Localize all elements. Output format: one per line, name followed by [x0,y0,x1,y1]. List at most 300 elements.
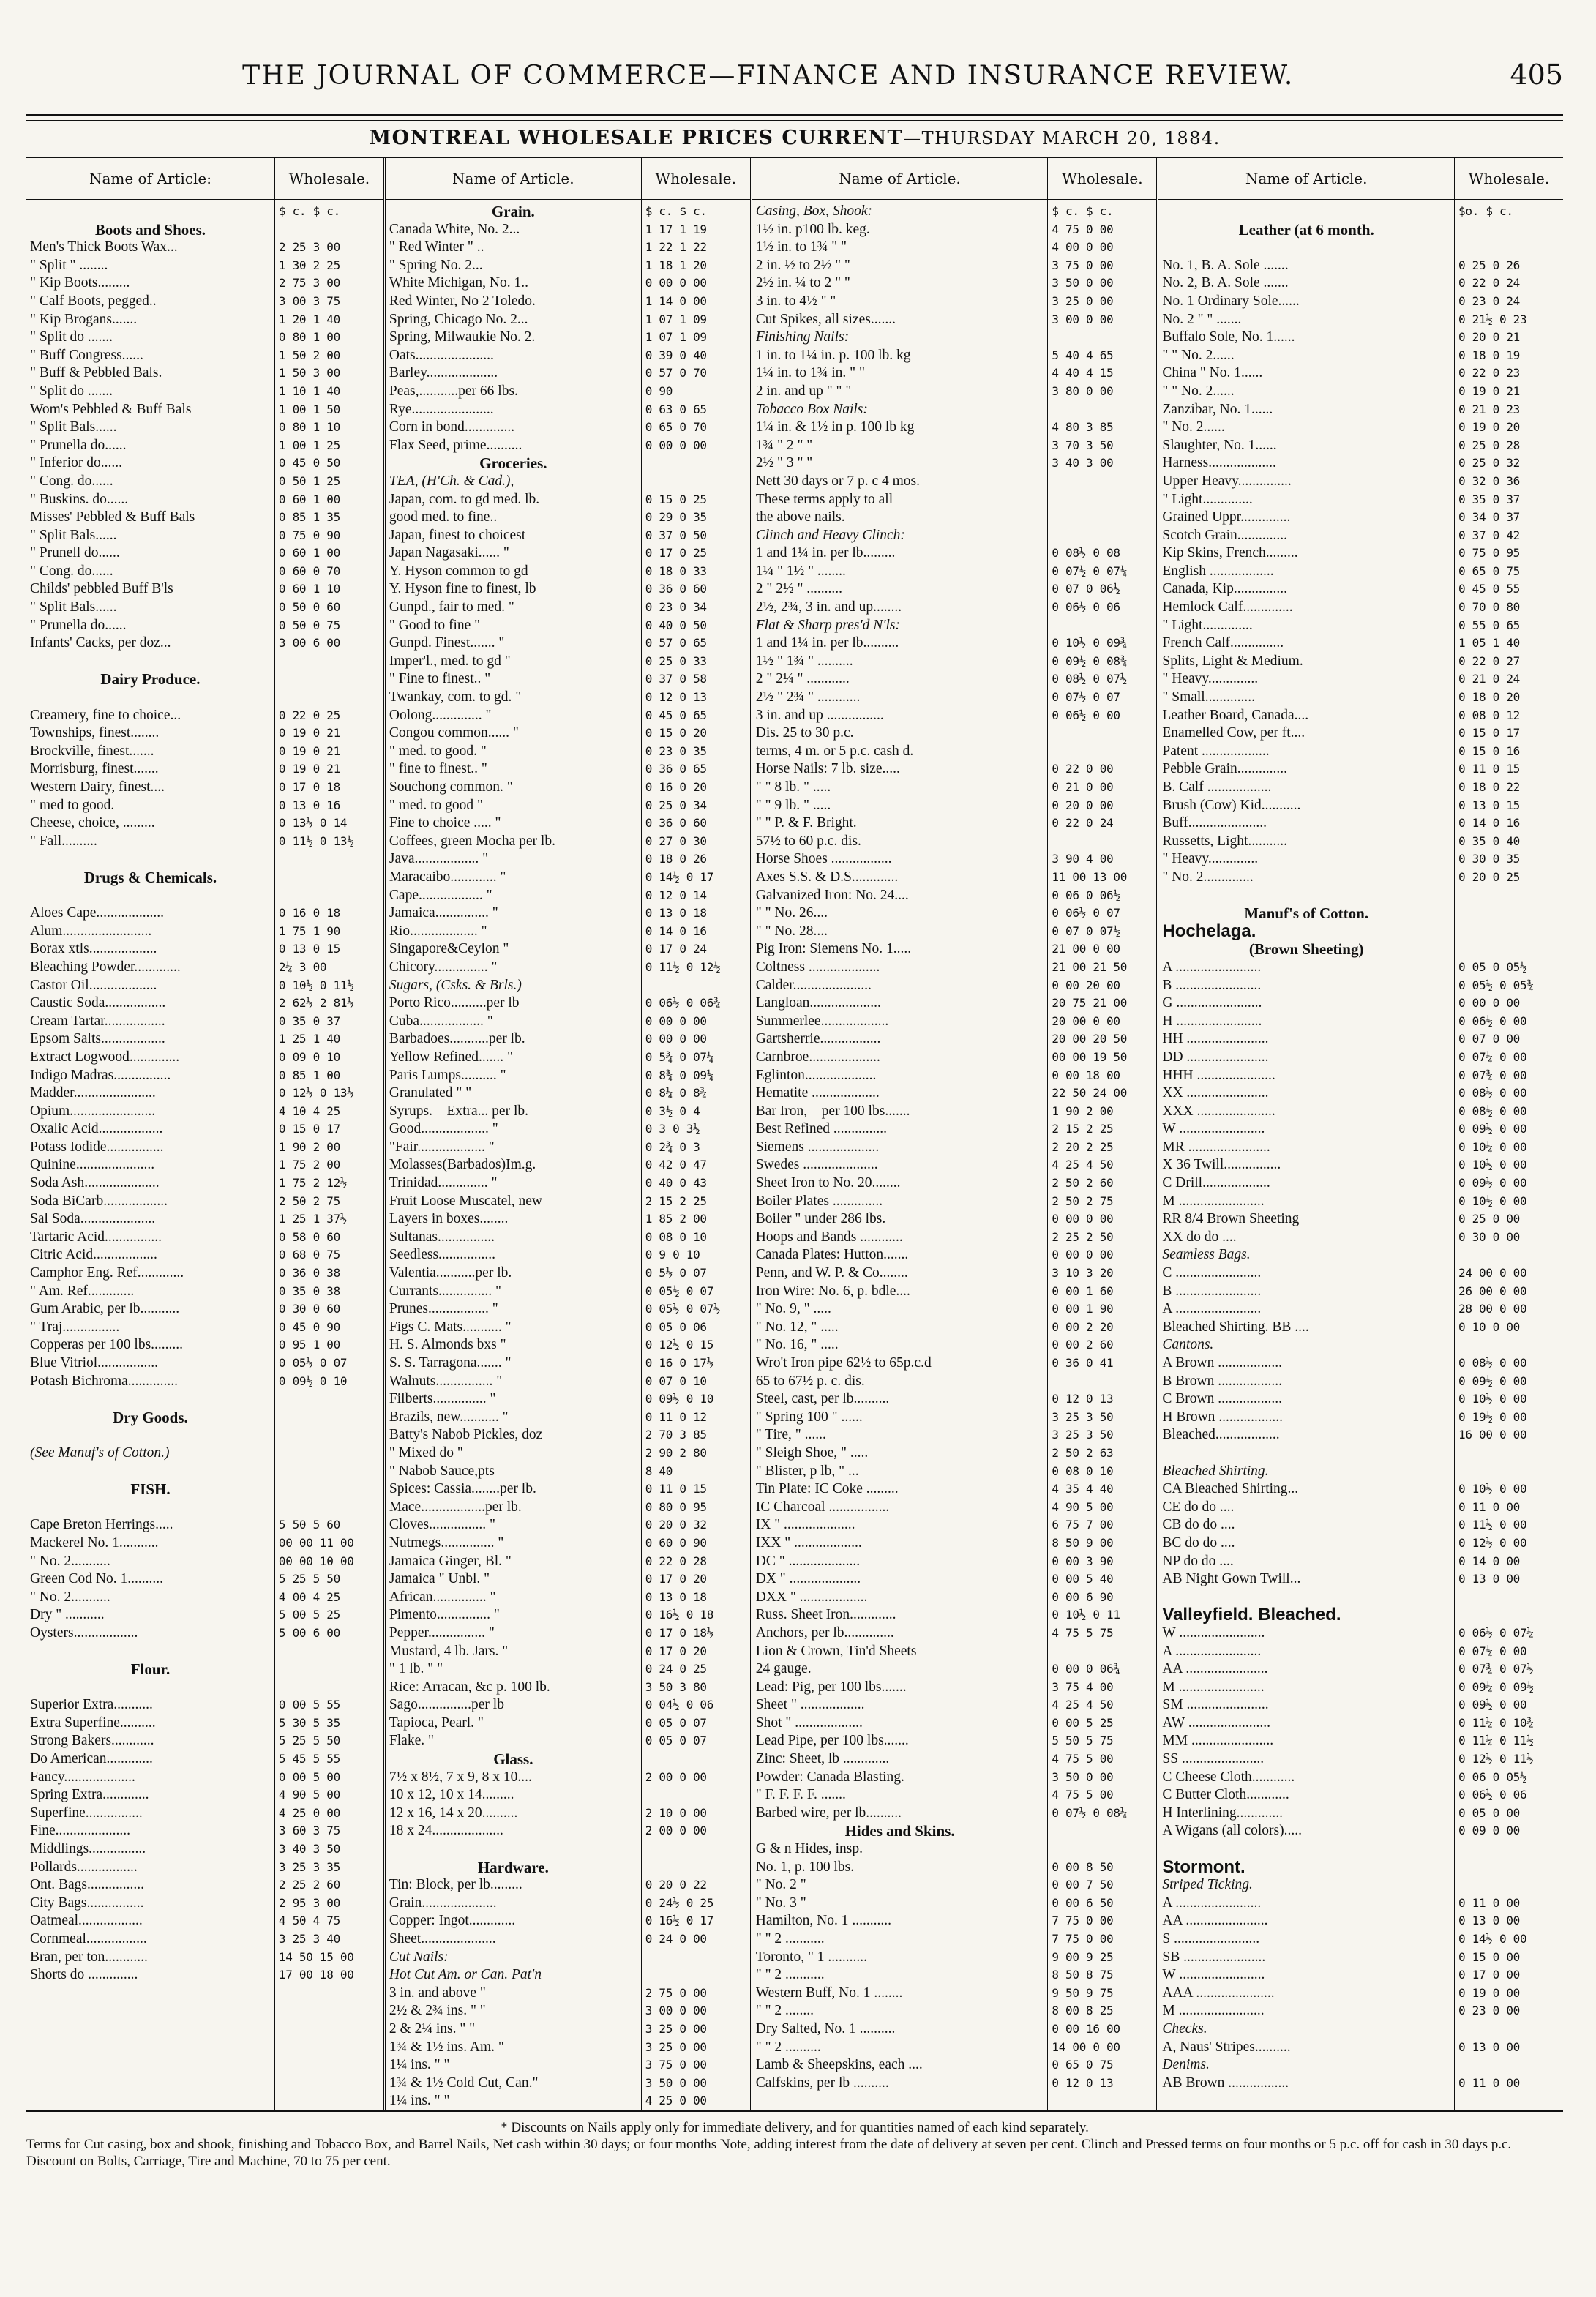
article-name: CB do do .... [1162,1517,1235,1533]
wholesale-price: 0 00 6 50 [1052,1895,1114,1910]
wholesale-price: 0 16 0 20 [645,780,707,794]
wholesale-price: 3 40 3 50 [278,1842,340,1856]
article-name: Porto Rico..........per lb [389,995,520,1011]
wholesale-price [279,1409,380,1427]
wholesale-price: 22 50 24 00 [1052,1086,1128,1101]
wholesale-price: 0 17 0 00 [1458,1968,1521,1982]
article-name: Epsom Salts.................. [30,1031,165,1047]
wholesale-price: 0 05 0 07 [645,1734,707,1748]
article-name: Best Refined ............... [755,1121,888,1137]
wholesale-price: 5 50 5 60 [278,1518,340,1532]
article-name: W ........................ [1162,1625,1265,1641]
wholesale-price [645,1949,746,1967]
article-name: Y. Hyson common to gd [389,563,528,579]
article-name: SB ....................... [1162,1949,1266,1965]
wholesale-price: 1 00 1 25 [278,438,340,452]
article-name: Mackerel No. 1........... [30,1535,159,1551]
article-name: 24 gauge. [755,1661,812,1677]
article-name: Seamless Bags. [1162,1247,1251,1263]
wholesale-price: $ c. $ c. [278,204,340,218]
wholesale-price: 0 45 0 55 [1458,582,1521,596]
wholesale-price: 0 55 0 65 [1458,618,1521,632]
article-name: 2 " 2¼ " ............ [755,671,850,687]
wholesale-price: 14 00 0 00 [1052,2039,1120,2054]
article-name: Cheese, choice, ......... [30,815,155,831]
wholesale-price: 0 8¼ 0 8¾ [645,1086,707,1101]
article-name: Caustic Soda................. [30,995,166,1011]
article-name: AAA ...................... [1162,1985,1275,2001]
wholesale-price: 0 17 0 18½ [645,1625,714,1640]
article-name: 1¾ & 1½ ins. Am. " [389,2039,504,2055]
wholesale-price: 0 35 0 37 [1458,492,1521,506]
article-name: Lion & Crown, Tin'd Sheets [755,1643,917,1659]
article-name: Flat & Sharp pres'd N'ls: [755,617,900,633]
wholesale-price: 24 00 0 00 [1458,1266,1527,1281]
article-name: Sheet Iron to No. 20........ [755,1175,901,1191]
wholesale-price: 3 25 3 50 [1052,1409,1114,1424]
wholesale-price: 2 20 2 25 [1052,1139,1114,1154]
article-name: 1½ in. p100 lb. keg. [755,221,870,237]
prices-heading [26,127,1563,149]
wholesale-price: 0 17 0 18 [278,780,340,794]
article-name: " " 2 ........... [755,1967,825,1983]
article-name: Borax xtls................... [30,941,157,957]
prices-heading-date: —THURSDAY MARCH 20, 1884. [903,128,1221,149]
wholesale-price: 0 42 0 47 [645,1158,707,1172]
wholesale-price: 0 25 0 33 [645,653,707,668]
article-name: Copperas per 100 lbs......... [30,1337,184,1353]
article-name: W ........................ [1162,1967,1265,1983]
article-name: Barley.................... [389,365,498,381]
wholesale-price: 0 12½ 0 13½ [278,1086,354,1101]
article-name: the above nails. [755,509,845,525]
article-name: Leather (at 6 month. [1238,220,1374,239]
article-name: Gum Arabic, per lb........... [30,1301,180,1317]
article-name: Brockville, finest....... [30,743,154,759]
article-name: Gunpd., fair to med. " [389,599,514,615]
article-name: " Light.............. [1162,617,1253,633]
wholesale-price: 0 45 0 65 [645,708,707,722]
article-name: " No. 2........... [30,1553,110,1569]
article-name: Bleached Shirting. [1162,1463,1269,1479]
wholesale-price: 0 80 1 10 [278,420,340,435]
wholesale-price: 1 07 1 09 [645,330,707,345]
wholesale-price: 0 18 0 20 [1458,690,1521,705]
wholesale-price: 4 00 4 25 [278,1589,340,1604]
article-name: Rice: Arracan, &c p. 100 lb. [389,1679,550,1695]
article-name: English .................. [1162,563,1274,579]
article-name: Grain. [491,203,535,220]
article-name: Pepper................ " [389,1625,495,1641]
wholesale-price: 3 40 3 00 [1052,456,1114,471]
article-name: Eglinton.................... [755,1067,877,1083]
article-name: C ........................ [1162,1265,1262,1281]
article-name: " med. to good " [389,797,483,813]
article-name: Indigo Madras................ [30,1067,171,1083]
wholesale-price: 0 10½ 0 00 [1458,1194,1527,1208]
article-name: Wro't Iron pipe 62½ to 65p.c.d [755,1355,932,1371]
article-name [389,1840,637,1859]
wholesale-price: 2 00 0 00 [645,1769,707,1784]
article-name: Japan, finest to choicest [389,527,526,543]
wholesale-price: 5 25 5 50 [278,1734,340,1748]
article-name: Langloan.................... [755,995,881,1011]
wholesale-price: 0 06½ 0 07 [1052,906,1120,921]
wholesale-price [1052,527,1153,545]
article-name: Pollards................. [30,1859,138,1875]
article-name: Sultanas................ [389,1229,495,1245]
article-name: " Heavy.............. [1162,671,1259,687]
wholesale-price: 0 10½ 0 11 [1052,1608,1120,1622]
article-name: 1¾ & 1½ Cold Cut, Can." [389,2075,539,2091]
article-name: 2½ in. ¼ to 2 " " [755,275,850,291]
article-name: Canada Plates: Hutton....... [755,1247,909,1263]
article-name: " Small.............. [1162,689,1255,705]
wholesale-price [279,1643,380,1661]
wholesale-price: 0 20 0 32 [645,1518,707,1532]
wholesale-price: 0 22 0 23 [1458,366,1521,381]
article-name: Mustard, 4 lb. Jars. " [389,1643,509,1659]
article-name: City Bags................ [30,1895,144,1911]
article-name: 57½ to 60 p.c. dis. [755,833,861,849]
wholesale-price: 5 00 6 00 [278,1625,340,1640]
article-name: " Fine to finest.. " [389,671,491,687]
article-name: A, Naus' Stripes.......... [1162,2039,1291,2055]
wholesale-price: 00 00 19 50 [1052,1049,1128,1064]
article-name: W ........................ [1162,1121,1265,1137]
wholesale-price: 0 05 0 00 [1458,1805,1521,1820]
wholesale-price [279,1426,380,1444]
wholesale-price: 0 08 0 12 [1458,708,1521,722]
article-name: Horse Nails: 7 lb. size..... [755,761,900,777]
wholesale-price [279,887,380,905]
article-name: Potass Iodide................ [30,1139,164,1155]
wholesale-price [1458,239,1559,257]
wholesale-price: 9 00 9 25 [1052,1949,1114,1964]
article-name: Leather Board, Canada.... [1162,707,1309,723]
article-name [30,653,271,671]
wholesale-price: 0 57 0 65 [645,636,707,651]
article-name: Molasses(Barbados)Im.g. [389,1157,536,1173]
article-name: A ........................ [1162,959,1262,975]
wholesale-price: 0 23 0 00 [1458,2004,1521,2018]
wholesale-price: 0 11¼ 0 11½ [1458,1734,1534,1748]
wholesale-price: 0 50 0 60 [278,600,340,615]
article-name: " No. 2.............. [1162,869,1254,885]
article-name: Buff...................... [1162,815,1267,831]
wholesale-price: 0 06½ 0 06 [1458,1788,1527,1802]
article-name: " " 2 .......... [755,2039,821,2055]
wholesale-price: 0 07½ 0 07 [1052,690,1120,705]
wholesale-price: 0 63 0 65 [645,402,707,416]
wholesale-price: 3 70 3 50 [1052,438,1114,452]
article-name: 1¼ in. & 1½ in p. 100 lb kg [755,419,915,435]
article-name: Fancy.................... [30,1769,135,1785]
article-name: Casing, Box, Shook: [755,203,872,219]
wholesale-price: 0 00 2 20 [1052,1319,1114,1334]
wholesale-price: 0 13 0 00 [1458,1572,1521,1586]
wholesale-price: 3 75 4 00 [1052,1679,1114,1694]
wholesale-price: 0 14 0 00 [1458,1554,1521,1568]
article-name [30,887,271,905]
article-name: Powder: Canada Blasting. [755,1769,904,1785]
wholesale-price: 0 40 0 50 [645,618,707,632]
wholesale-price: 4 90 5 00 [1052,1499,1114,1514]
wholesale-price [279,1480,380,1499]
wholesale-price: 0 05 0 05½ [1458,959,1527,974]
article-name: Splits, Light & Medium. [1162,653,1303,669]
article-name: 3 in. and up ................ [755,707,884,723]
wholesale-price: 0 27 0 30 [645,833,707,848]
article-name: " No. 12, " ..... [755,1319,839,1335]
wholesale-price: 0 00 0 00 [645,1013,707,1028]
wholesale-price: 2 25 3 00 [278,240,340,255]
article-name: Nutmegs............... " [389,1535,504,1551]
wholesale-price: 0 00 0 00 [645,276,707,291]
wholesale-price: 0 20 0 22 [645,1878,707,1892]
wholesale-price: 0 57 0 70 [645,366,707,381]
wholesale-price [645,1840,746,1859]
wholesale-price: 0 13 0 16 [278,798,340,812]
wholesale-price: 0 06½ 0 06 [1052,600,1120,615]
wholesale-price: 17 00 18 00 [278,1968,354,1982]
wholesale-price: 6 75 7 00 [1052,1518,1114,1532]
article-name: " Split " ........ [30,257,108,273]
wholesale-price: 0 14½ 0 00 [1458,1932,1527,1946]
wholesale-price: 1 14 0 00 [645,293,707,308]
wholesale-price: 0 06 0 06½ [1052,888,1120,902]
article-name: Opium........................ [30,1103,156,1119]
wholesale-price: 1 90 2 00 [1052,1103,1114,1118]
wholesale-price: 0 19 0 00 [1458,1985,1521,2000]
wholesale-price: 3 25 3 50 [1052,1428,1114,1442]
wholesale-price: 0 60 0 90 [645,1535,707,1550]
article-name: Boots and Shoes. [94,220,206,239]
wholesale-price [1052,833,1153,851]
wholesale-price: 0 16 0 18 [278,906,340,921]
wholesale-price: 0 07¾ 0 00 [1458,1068,1527,1082]
article-name: Souchong common. " [389,779,513,795]
article-name: MR ....................... [1162,1139,1270,1155]
article-name: Cloves................ " [389,1517,495,1533]
article-name: Tartaric Acid................ [30,1229,162,1245]
article-name: Cape Breton Herrings..... [30,1517,173,1533]
wholesale-price [279,1444,380,1463]
column-header-name: Name of Article. [386,158,641,200]
wholesale-price: 0 13 0 00 [1458,2039,1521,2054]
wholesale-price: 4 90 5 00 [278,1788,340,1802]
wholesale-price [645,1750,746,1769]
column-header-name: Name of Article. [1158,158,1454,200]
article-name: " Cong. do...... [30,563,113,579]
article-name: Figs C. Mats........... " [389,1319,512,1335]
article-name: " Inferior do...... [30,455,123,471]
wholesale-price: 5 45 5 55 [278,1752,340,1766]
article-name: Sago...............per lb [389,1697,504,1713]
article-name: Dis. 25 to 30 p.c. [755,725,854,741]
wholesale-price: 0 09 0 10 [278,1049,340,1064]
article-name: Childs' pebbled Buff B'ls [30,581,173,597]
wholesale-price [1458,2056,1559,2075]
wholesale-price [1458,904,1559,923]
wholesale-price: 0 35 0 38 [278,1284,340,1298]
article-name: Sugars, (Csks. & Brls.) [389,977,522,993]
wholesale-price: 0 11 0 15 [645,1482,707,1496]
article-name: Oysters.................. [30,1625,138,1641]
table-column-3 [752,158,1159,2110]
wholesale-price [279,689,380,707]
article-name: " med. to good. " [389,743,487,759]
wholesale-price: 0 50 0 75 [278,618,340,632]
article-name: " Buskins. do...... [30,491,129,507]
wholesale-price: 0 13 0 18 [645,906,707,921]
article-name: Zinc: Sheet, lb ............. [755,1751,890,1767]
column-header-wholesale: Wholesale. [275,158,383,200]
wholesale-price: 0 10½ 0 00 [1458,1158,1527,1172]
article-name: Valentia...........per lb. [389,1265,512,1281]
wholesale-price: 0 07 0 06½ [1052,582,1120,596]
wholesale-price: 0 00 5 55 [278,1698,340,1712]
wholesale-price: 2 25 2 50 [1052,1229,1114,1244]
article-name: 1¾ " 2 " " [755,437,813,453]
wholesale-price: 0 00 0 00 [1052,1248,1114,1262]
table-column-2 [386,158,752,2110]
wholesale-price: 0 19 0 20 [1458,420,1521,435]
article-name: G ........................ [1162,995,1262,1011]
article-name: 1 and 1¼ in. per lb......... [755,545,896,561]
article-name: No. 1, B. A. Sole ....... [1162,257,1289,273]
wholesale-price: 0 10½ 0 00 [1458,1482,1527,1496]
wholesale-price: 0 10½ 0 00 [1458,1392,1527,1406]
wholesale-price [1458,221,1559,239]
wholesale-price: 2 50 2 75 [1052,1194,1114,1208]
article-name: Western Buff, No. 1 ........ [755,1985,903,2001]
wholesale-price: 0 15 0 20 [645,726,707,741]
wholesale-price: 0 23 0 34 [645,600,707,615]
article-name: MM ....................... [1162,1733,1274,1749]
article-name: Alum......................... [30,923,152,939]
wholesale-price: 0 23 0 24 [1458,293,1521,308]
article-name: Filberts............... " [389,1391,496,1407]
article-name: Superfine................ [30,1805,143,1821]
wholesale-price: 0 13 0 00 [1458,1914,1521,1928]
article-name: 18 x 24.................... [389,1823,503,1839]
wholesale-price: 0 11 0 15 [1458,762,1521,776]
wholesale-price: 0 80 0 95 [645,1499,707,1514]
wholesale-price [1458,1336,1559,1354]
wholesale-price: 20 00 0 00 [1052,1013,1120,1028]
article-name: 10 x 12, 10 x 14......... [389,1787,514,1803]
article-name: Fruit Loose Muscatel, new [389,1193,542,1209]
wholesale-price [645,473,746,491]
article-name: Cape.................. " [389,887,492,903]
article-name: XX do do .... [1162,1229,1237,1245]
wholesale-price: 3 25 0 00 [1052,293,1114,308]
wholesale-price: 3 25 3 40 [278,1932,340,1946]
wholesale-price [1458,923,1559,941]
article-name: terms, 4 m. or 5 p.c. cash d. [755,743,914,759]
wholesale-price: 0 08 0 10 [1052,1464,1114,1478]
wholesale-price: 0 30 0 60 [278,1302,340,1316]
wholesale-price: 0 20 0 21 [1458,330,1521,345]
wholesale-price: 0 09½ 0 00 [1458,1122,1527,1136]
wholesale-price: 2¼ 3 00 [278,959,327,974]
wholesale-price: 0 07 0 07½ [1052,923,1120,938]
article-name: " Spring No. 2... [389,257,483,273]
article-name: Seedless................ [389,1247,496,1263]
wholesale-price: 0 14½ 0 17 [645,869,714,884]
article-name: Barbadoes...........per lb. [389,1031,525,1047]
wholesale-price: 0 09½ 0 08¾ [1052,653,1128,668]
wholesale-price: 0 22 0 24 [1458,276,1521,291]
article-name: H Interlining............. [1162,1805,1284,1821]
wholesale-price: 2 15 2 25 [645,1194,707,1208]
article-name: 3 in. and above " [389,1985,486,2001]
article-name [1162,203,1450,221]
article-name: Anchors, per lb.............. [755,1625,894,1641]
wholesale-price: 0 25 0 34 [645,798,707,812]
wholesale-price: 0 12 0 13 [645,690,707,705]
wholesale-price: 3 50 3 80 [645,1679,707,1694]
article-name: " No. 3 " [755,1895,806,1911]
article-name: Oatmeal.................. [30,1913,143,1929]
wholesale-price: 0 12½ 0 15 [645,1338,714,1352]
wholesale-price: 0 00 8 50 [1052,1859,1114,1874]
article-name: M ........................ [1162,1193,1265,1209]
wholesale-price: 0 24 0 00 [645,1932,707,1946]
wholesale-price: $o. $ c. [1458,204,1513,218]
wholesale-price: 0 65 0 75 [1052,2058,1114,2072]
wholesale-price: 0 35 0 40 [1458,833,1521,848]
article-name: Bleached Shirting. BB .... [1162,1319,1309,1335]
article-name: FISH. [130,1480,171,1499]
article-name: IX " .................... [755,1517,855,1533]
article-name: Paris Lumps.......... " [389,1067,506,1083]
article-name: Pebble Grain.............. [1162,761,1287,777]
article-name: Peas,...........per 66 lbs. [389,383,518,399]
wholesale-price: 0 19 0 21 [278,726,340,741]
article-name: IXX " ................... [755,1535,862,1551]
wholesale-price: 0 10½ 0 11½ [278,978,354,992]
article-name: 1½ " 1¾ " .......... [755,653,853,669]
wholesale-price: 4 75 5 75 [1052,1625,1114,1640]
wholesale-price: 0 24 0 25 [645,1662,707,1676]
wholesale-price [279,1679,380,1697]
article-name: Hoops and Bands ............ [755,1229,903,1245]
article-name: Calfskins, per lb .......... [755,2075,889,2091]
wholesale-price: 0 00 3 90 [1052,1554,1114,1568]
wholesale-price: 1 07 1 09 [645,312,707,326]
article-name [1162,239,1450,257]
wholesale-price: 0 07¼ 0 00 [1458,1644,1527,1658]
article-name: Penn, and W. P. & Co........ [755,1265,908,1281]
article-name: Java.................. " [389,851,489,867]
wholesale-price: 1 75 2 12½ [278,1176,348,1191]
article-name [30,1499,271,1517]
wholesale-price: 0 30 0 00 [1458,1229,1521,1244]
wholesale-price: 0 65 0 75 [1458,563,1521,578]
wholesale-price: 0 21½ 0 23 [1458,312,1527,326]
article-name: Granulated " " [389,1085,472,1101]
article-name: B ........................ [1162,1283,1262,1299]
article-name: DC " .................... [755,1553,861,1569]
article-name: Corn in bond.............. [389,419,515,435]
article-name: Blue Vitriol................. [30,1355,159,1371]
wholesale-price: 0 40 0 43 [645,1176,707,1191]
article-name: Tapioca, Pearl. " [389,1715,484,1731]
article-name: Middlings................ [30,1841,146,1857]
wholesale-price: 0 19 0 21 [278,762,340,776]
